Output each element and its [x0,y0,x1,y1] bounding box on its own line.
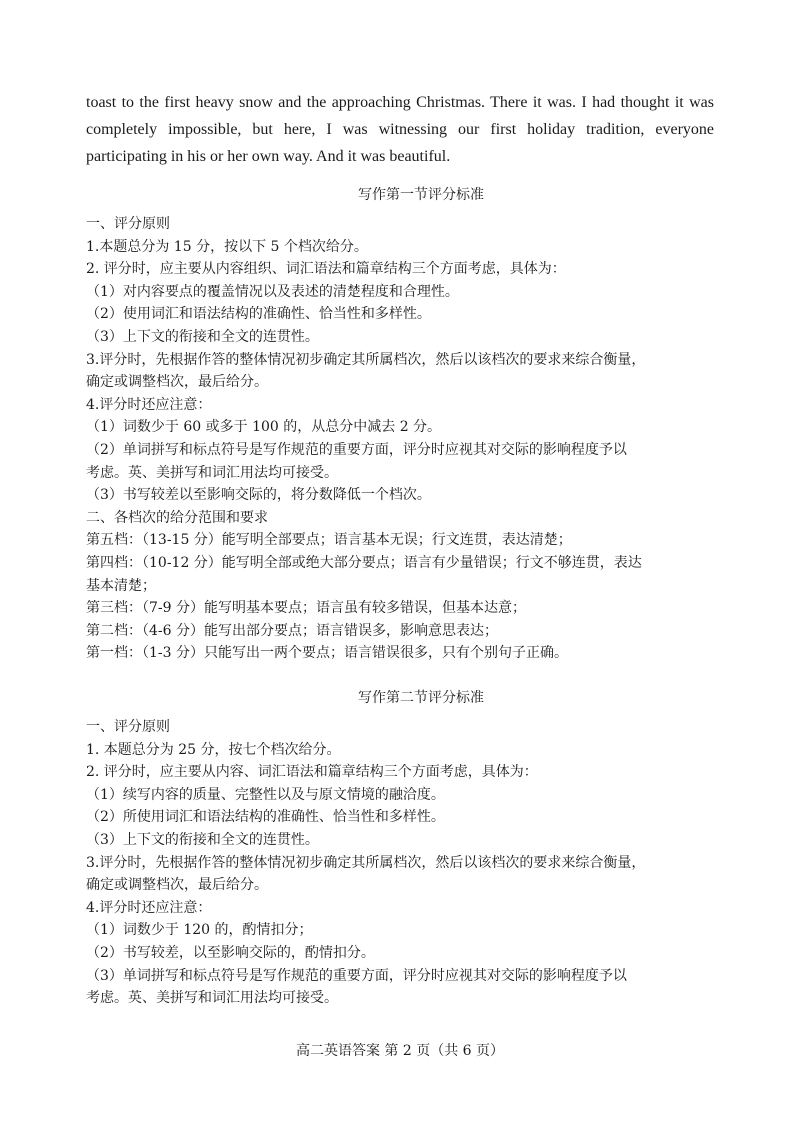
criteria-line: 1. 本题总分为 25 分，按七个档次给分。 [86,741,341,758]
criteria-line: （2）单词拼写和标点符号是写作规范的重要方面，评分时应视其对交际的影响程度予以 [86,441,627,458]
grade-level-line: 第三档：（7-9 分）能写明基本要点；语言虽有较多错误，但基本达意； [86,600,526,617]
criteria-line: （1）续写内容的质量、完整性以及与原文情境的融洽度。 [86,786,445,803]
criteria-line: （1）词数少于 60 或多于 100 的，从总分中减去 2 分。 [86,419,442,436]
grade-level-line: 基本清楚； [86,577,156,594]
criteria-line: 确定或调整档次，最后给分。 [86,374,268,391]
criteria-line: （3）上下文的衔接和全文的连贯性。 [86,831,319,848]
criteria-line: 1.本题总分为 15 分，按以下 5 个档次给分。 [86,238,368,255]
criteria-line: 考虑。英、美拼写和词汇用法均可接受。 [86,990,338,1007]
section2-title: 写作第二节评分标准 [358,690,484,706]
criteria-line: （2）书写较差，以至影响交际的，酌情扣分。 [86,944,375,961]
criteria-line: 2. 评分时，应主要从内容组织、词汇语法和篇章结构三个方面考虑，具体为： [86,261,566,278]
criteria-line: （2）使用词汇和语法结构的准确性、恰当性和多样性。 [86,306,431,323]
grade-level-line: 第四档：（10-12 分）能写明全部或绝大部分要点；语言有少量错误；行文不够连贯，表达 [86,554,642,571]
criteria-line: 一、评分原则 [86,216,170,232]
grade-level-line: 第五档：（13-15 分）能写明全部要点；语言基本无误；行文连贯，表达清楚； [86,532,572,549]
criteria-line: （3）上下文的衔接和全文的连贯性。 [86,328,319,345]
grade-level-line: 第二档：（4-6 分）能写出部分要点；语言错误多，影响意思表达； [86,622,498,639]
story-ending-paragraph: toast to the first heavy snow and the approaching Christmas. There it was. I had thought it was completely impossible, but here, I was witnessing our first holiday tradition, everyone participating in his or her own way. And it was beautiful. [86,94,714,165]
criteria-line: 考虑。英、美拼写和词汇用法均可接受。 [86,464,338,481]
criteria-line: 确定或调整档次，最后给分。 [86,877,268,894]
criteria-line: 一、评分原则 [86,719,170,735]
page-footer: 高二英语答案 第 2 页（共 6 页） [295,1043,505,1059]
criteria-line: （3）单词拼写和标点符号是写作规范的重要方面，评分时应视其对交际的影响程度予以 [86,967,627,984]
criteria-line: 二、各档次的给分范围和要求 [86,509,268,526]
criteria-line: 3.评分时，先根据作答的整体情况初步确定其所属档次，然后以该档次的要求来综合衡量， [86,854,646,871]
section1-title: 写作第一节评分标准 [358,187,484,203]
criteria-line: （1）词数少于 120 的，酌情扣分； [86,922,313,939]
criteria-line: 4.评分时还应注意： [86,899,212,916]
criteria-line: （2）所使用词汇和语法结构的准确性、恰当性和多样性。 [86,809,445,826]
criteria-line: 4.评分时还应注意： [86,396,212,413]
criteria-line: （3）书写较差以至影响交际的，将分数降低一个档次。 [86,487,431,504]
criteria-line: （1）对内容要点的覆盖情况以及表述的清楚程度和合理性。 [86,283,459,300]
writing-part2-criteria [86,686,736,1010]
criteria-line: 3.评分时，先根据作答的整体情况初步确定其所属档次，然后以该档次的要求来综合衡量， [86,351,646,368]
criteria-line: 2. 评分时，应主要从内容、词汇语法和篇章结构三个方面考虑，具体为： [86,764,538,781]
grade-level-line: 第一档：（1-3 分）只能写出一两个要点；语言错误很多，只有个别句子正确。 [86,645,568,662]
writing-part1-criteria [86,183,736,665]
